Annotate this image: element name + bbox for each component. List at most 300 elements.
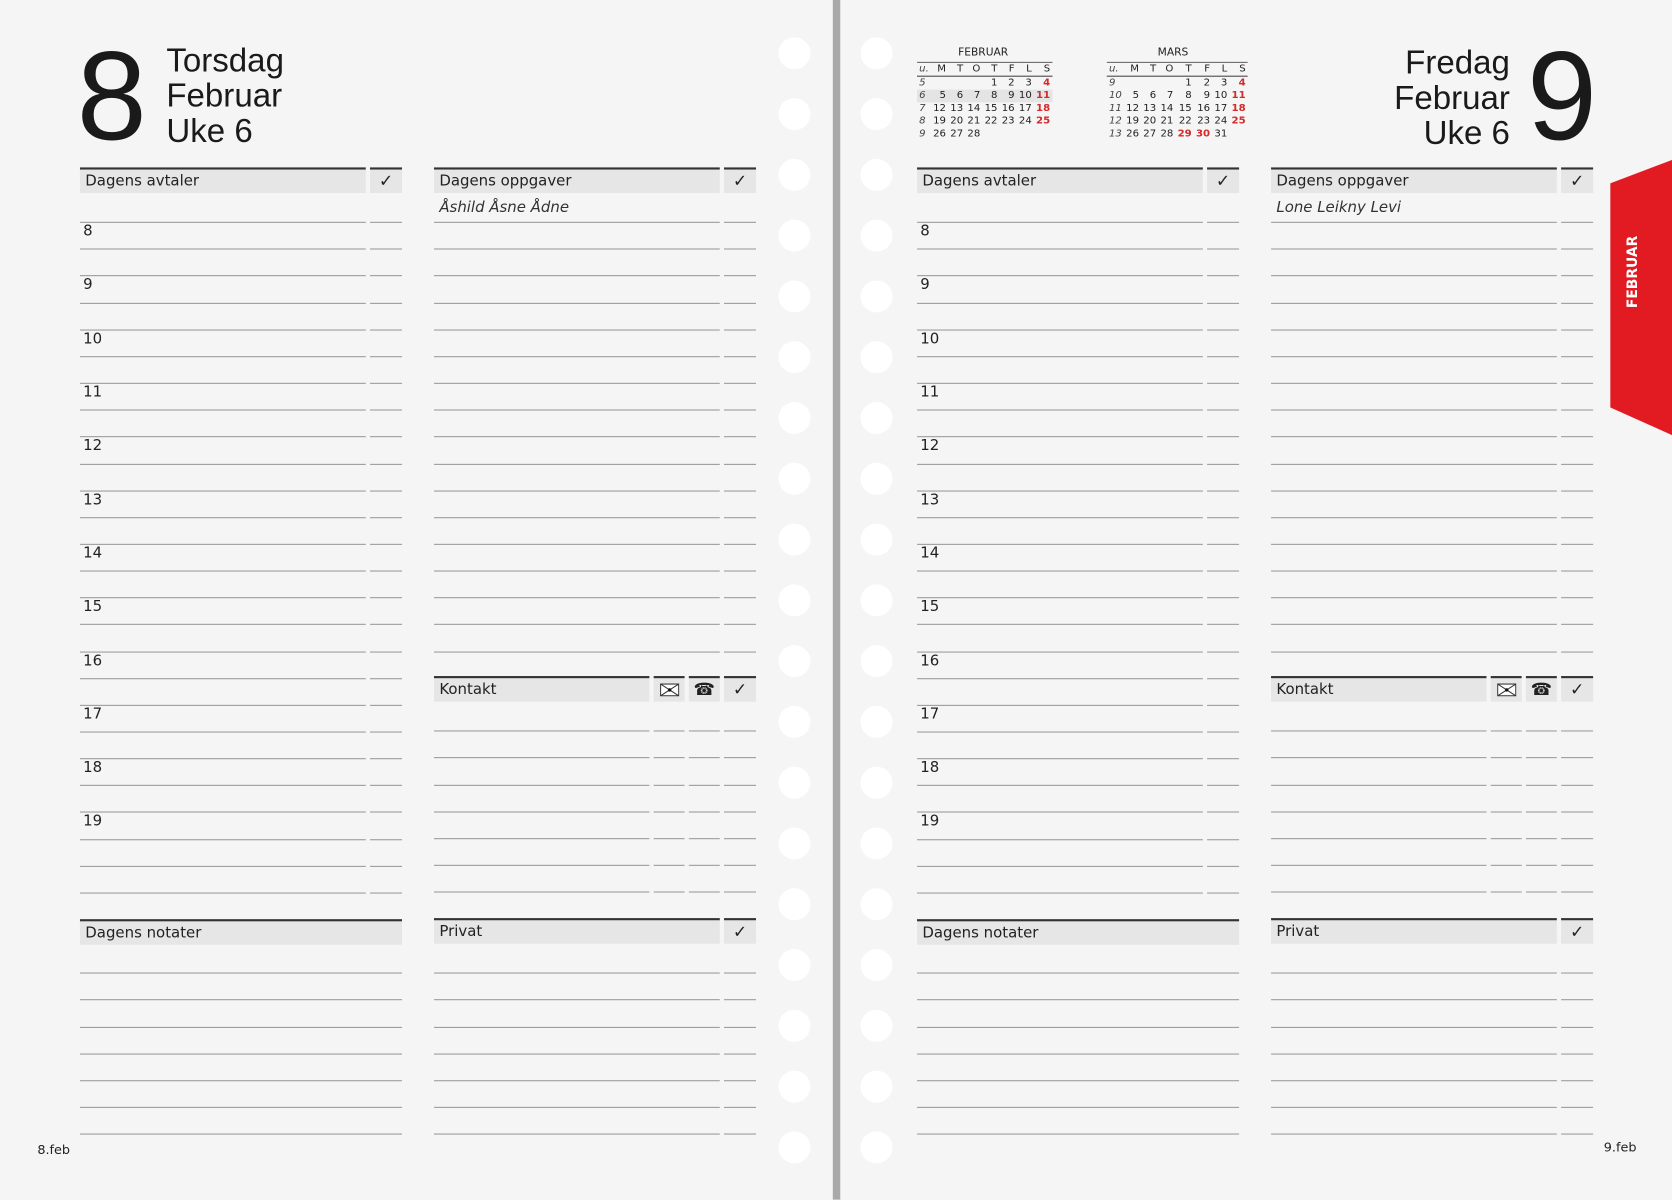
check-column-header[interactable]: ✓ (1561, 676, 1593, 702)
check-column-header[interactable]: ✓ (724, 676, 756, 702)
weekday-header: S (1229, 62, 1247, 76)
calendar-day: 10 (1017, 90, 1034, 103)
check-line (1207, 222, 1239, 223)
binder-hole (778, 645, 810, 677)
check-line (724, 838, 756, 839)
hour-label: 18 (920, 759, 940, 777)
calendar-day: 7 (965, 90, 982, 103)
hour-label: 9 (920, 276, 930, 294)
rule-line (80, 812, 366, 813)
mini-calendar-title: MARS (1157, 46, 1189, 59)
rule-line (80, 1026, 402, 1027)
rule-line (434, 865, 649, 866)
check-line (1207, 383, 1239, 384)
check-line (724, 1026, 756, 1027)
check-line (370, 892, 402, 893)
calendar-day: 19 (933, 115, 946, 127)
binder-hole (778, 827, 810, 859)
contact-header: Kontakt (1271, 676, 1486, 702)
check-line (724, 383, 756, 384)
rule-line (917, 839, 1203, 840)
binder-hole (861, 1131, 893, 1163)
rule-line (917, 999, 1239, 1000)
rule-line (917, 463, 1203, 464)
rule-line (917, 490, 1203, 491)
rule-line (434, 329, 720, 330)
check-line (1207, 490, 1239, 491)
tasks-header: Dagens oppgaver (434, 167, 720, 193)
check-column-header[interactable]: ✓ (1561, 918, 1593, 944)
binder-hole (861, 1071, 893, 1103)
rule-line (80, 624, 366, 625)
check-line (724, 865, 756, 866)
calendar-day (965, 76, 982, 89)
rule-line (434, 811, 649, 812)
rule-line (1526, 838, 1557, 839)
rule-line (80, 1080, 402, 1081)
check-line (1561, 356, 1593, 357)
weekday-header: T (1141, 62, 1158, 76)
rule-line (917, 437, 1203, 438)
rule-line (434, 784, 649, 785)
rule-line (1271, 731, 1486, 732)
rule-line (434, 571, 720, 572)
weekday-header: T (1175, 62, 1193, 76)
rule-line (1271, 490, 1557, 491)
calendar-day: 3 (1025, 76, 1032, 89)
rule-line (80, 1107, 402, 1108)
calendar-day: 27 (1143, 127, 1157, 140)
rule-line (917, 1026, 1239, 1027)
calendar-day: 19 (1126, 115, 1140, 127)
calendar-day: 9 (1000, 90, 1017, 103)
binder-hole (778, 37, 810, 69)
check-line (724, 1080, 756, 1081)
check-line (724, 463, 756, 464)
notes-header: Dagens notater (80, 919, 402, 945)
hour-label: 8 (83, 223, 93, 241)
weekday-header: F (1194, 62, 1212, 76)
check-column-header[interactable]: ✓ (370, 167, 402, 193)
weekday-header: F (1000, 62, 1017, 76)
rule-line (434, 731, 649, 732)
week-number: 11 (1108, 102, 1122, 115)
rule-line (1271, 865, 1486, 866)
rule-line (1271, 571, 1557, 572)
binder-hole (861, 584, 893, 616)
hour-label: 15 (920, 598, 940, 616)
rule-line (1271, 757, 1486, 758)
name-days: Lone Leikny Levi (1276, 199, 1402, 217)
check-line (370, 651, 402, 652)
binder-hole (778, 220, 810, 252)
rule-line (689, 784, 720, 785)
rule-line (434, 1134, 720, 1135)
calendar-day: 10 (1214, 89, 1228, 102)
weekday-header: M (931, 62, 948, 76)
rule-line (1271, 329, 1557, 330)
rule-line (80, 1053, 402, 1054)
binder-hole (861, 98, 893, 130)
check-line (724, 597, 756, 598)
rule-line (434, 597, 720, 598)
rule-line (654, 731, 685, 732)
rule-line (654, 757, 685, 758)
check-line (724, 249, 756, 250)
check-line (1561, 329, 1593, 330)
check-line (1561, 249, 1593, 250)
private-header: Privat (1271, 918, 1557, 944)
binder-hole (778, 706, 810, 738)
check-line (1207, 410, 1239, 411)
rule-line (434, 891, 649, 892)
rule-line (917, 812, 1203, 813)
check-line (1207, 302, 1239, 303)
check-line (1561, 784, 1593, 785)
rule-line (80, 839, 366, 840)
calendar-day: 8 (1185, 89, 1192, 102)
rule-line (80, 356, 366, 357)
check-line (1561, 999, 1593, 1000)
binder-hole (861, 280, 893, 312)
page-footer-date: 8.feb (37, 1142, 71, 1157)
rule-line (1526, 757, 1557, 758)
rule-line (434, 490, 720, 491)
rule-line (917, 758, 1203, 759)
check-line (724, 356, 756, 357)
hour-label: 16 (83, 652, 103, 670)
calendar-day: 20 (950, 115, 964, 127)
binder-hole (861, 1010, 893, 1042)
hour-label: 11 (83, 383, 103, 401)
rule-line (80, 463, 366, 464)
check-line (724, 891, 756, 892)
check-line (1207, 892, 1239, 893)
calendar-day: 1 (991, 76, 998, 89)
rule-line (1526, 784, 1557, 785)
telephone-icon: ☎ (689, 676, 720, 702)
check-line (724, 437, 756, 438)
binder-hole (778, 280, 810, 312)
check-line (1207, 249, 1239, 250)
check-line (1207, 866, 1239, 867)
binding-spine (833, 0, 840, 1200)
rule-line (1271, 784, 1486, 785)
calendar-day: 13 (950, 102, 964, 115)
check-line (370, 329, 402, 330)
calendar-day: 18 (1036, 102, 1051, 115)
rule-line (917, 678, 1203, 679)
appointments-header: Dagens avtaler (917, 167, 1203, 193)
binder-hole (861, 159, 893, 191)
rule-line (654, 811, 685, 812)
calendar-day: 12 (933, 102, 946, 115)
calendar-day: 26 (1126, 127, 1140, 140)
check-line (724, 999, 756, 1000)
check-line (370, 812, 402, 813)
check-line (1561, 1053, 1593, 1054)
rule-line (1491, 891, 1522, 892)
rule-line (917, 383, 1203, 384)
rule-line (917, 624, 1203, 625)
rule-line (434, 463, 720, 464)
rule-line (917, 785, 1203, 786)
check-line (1207, 276, 1239, 277)
mini-calendar-februar (917, 62, 1052, 141)
mini-calendar-title: FEBRUAR (958, 46, 1009, 59)
check-line (724, 222, 756, 223)
check-line (724, 329, 756, 330)
binder-hole (861, 402, 893, 434)
hour-label: 10 (920, 330, 940, 348)
rule-line (80, 410, 366, 411)
rule-line (434, 437, 720, 438)
check-line (370, 517, 402, 518)
check-line (1561, 624, 1593, 625)
rule-line (80, 732, 366, 733)
rule-line (917, 973, 1239, 974)
rule-line (1271, 624, 1557, 625)
rule-line (1491, 757, 1522, 758)
calendar-day: 8 (982, 90, 999, 103)
check-line (370, 624, 402, 625)
hour-label: 13 (920, 491, 940, 509)
hour-label: 10 (83, 330, 103, 348)
rule-line (434, 276, 720, 277)
rule-line (1271, 651, 1557, 652)
rule-line (80, 999, 402, 1000)
rule-line (917, 1053, 1239, 1054)
calendar-day: 4 (1238, 76, 1246, 89)
check-line (1207, 839, 1239, 840)
rule-line (1271, 517, 1557, 518)
check-line (724, 1107, 756, 1108)
binder-hole (861, 37, 893, 69)
hour-label: 17 (83, 705, 103, 723)
calendar-day (1000, 128, 1017, 141)
rule-line (434, 410, 720, 411)
check-column-header[interactable]: ✓ (724, 167, 756, 193)
rule-line (434, 544, 720, 545)
rule-line (917, 892, 1203, 893)
rule-line (80, 1134, 402, 1135)
check-column-header[interactable]: ✓ (1207, 167, 1239, 193)
check-line (370, 383, 402, 384)
rule-line (654, 891, 685, 892)
calendar-day: 24 (1214, 115, 1228, 127)
check-line (370, 678, 402, 679)
rule-line (80, 544, 366, 545)
rule-line (654, 865, 685, 866)
rule-line (80, 276, 366, 277)
check-line (1561, 410, 1593, 411)
rule-line (434, 517, 720, 518)
rule-line (654, 838, 685, 839)
check-line (1561, 1134, 1593, 1135)
binder-hole (778, 584, 810, 616)
binder-hole (861, 524, 893, 556)
calendar-day: 13 (1143, 102, 1157, 115)
calendar-day: 25 (1231, 115, 1246, 127)
calendar-day: 23 (1001, 115, 1015, 127)
weekday-header: T (982, 62, 999, 76)
rule-line (80, 249, 366, 250)
binder-hole (778, 341, 810, 373)
check-line (724, 624, 756, 625)
check-line (1207, 732, 1239, 733)
weekday-header: L (1212, 62, 1229, 76)
month-name: Februar (1394, 78, 1510, 117)
calendar-day: 16 (1001, 102, 1015, 115)
rule-line (1271, 276, 1557, 277)
check-line (1207, 571, 1239, 572)
rule-line (917, 597, 1203, 598)
calendar-day: 15 (1178, 102, 1192, 115)
rule-line (434, 838, 649, 839)
rule-line (434, 249, 720, 250)
check-line (370, 571, 402, 572)
week-number: Uke 6 (1423, 114, 1510, 152)
rule-line (917, 1134, 1239, 1135)
rule-line (434, 1107, 720, 1108)
weekday-header: u. (917, 62, 931, 76)
check-column-header[interactable]: ✓ (1561, 167, 1593, 193)
name-days: Åshild Åsne Ådne (439, 199, 570, 217)
binder-hole (778, 767, 810, 799)
binder-hole (861, 827, 893, 859)
week-number: Uke 6 (166, 111, 253, 150)
check-line (724, 1053, 756, 1054)
rule-line (80, 651, 366, 652)
check-line (1207, 678, 1239, 679)
check-line (1561, 302, 1593, 303)
check-line (370, 544, 402, 545)
rule-line (917, 410, 1203, 411)
calendar-day: 5 (931, 90, 948, 103)
check-line (370, 785, 402, 786)
calendar-day: 17 (1214, 102, 1228, 115)
calendar-day: 6 (948, 90, 965, 103)
rule-line (1271, 356, 1557, 357)
week-number: 6 (917, 90, 931, 103)
hour-label: 16 (920, 652, 940, 670)
rule-line (917, 356, 1203, 357)
calendar-day: 31 (1214, 127, 1228, 140)
rule-line (434, 1026, 720, 1027)
check-line (1207, 597, 1239, 598)
binder-hole (861, 341, 893, 373)
hour-label: 12 (920, 437, 940, 455)
check-line (724, 302, 756, 303)
rule-line (917, 571, 1203, 572)
check-line (1561, 597, 1593, 598)
month-name: Februar (166, 76, 283, 115)
rule-line (1271, 1026, 1557, 1027)
check-line (1207, 785, 1239, 786)
rule-line (917, 705, 1203, 706)
rule-line (917, 329, 1203, 330)
calendar-day: 9 (1203, 89, 1211, 102)
rule-line (1271, 437, 1557, 438)
weekday-header: O (1158, 62, 1175, 76)
rule-line (1526, 811, 1557, 812)
check-line (1561, 1026, 1593, 1027)
rule-line (654, 784, 685, 785)
check-line (370, 758, 402, 759)
calendar-day: 18 (1231, 102, 1246, 115)
rule-line (1271, 838, 1486, 839)
weekday-header: O (965, 62, 982, 76)
check-line (370, 356, 402, 357)
binder-hole (861, 645, 893, 677)
binder-hole (861, 949, 893, 981)
rule-line (917, 651, 1203, 652)
rule-line (1526, 731, 1557, 732)
check-line (724, 784, 756, 785)
calendar-day: 21 (967, 115, 981, 127)
calendar-day: 6 (1149, 89, 1157, 102)
check-column-header[interactable]: ✓ (724, 918, 756, 944)
check-line (1207, 624, 1239, 625)
rule-line (1271, 891, 1486, 892)
calendar-day: 27 (950, 127, 964, 140)
rule-line (1491, 811, 1522, 812)
rule-line (917, 222, 1203, 223)
check-line (724, 651, 756, 652)
calendar-day: 2 (1008, 76, 1015, 89)
telephone-icon: ☎ (1526, 676, 1557, 702)
check-line (724, 571, 756, 572)
binder-hole (778, 98, 810, 130)
rule-line (1271, 222, 1557, 223)
rule-line (434, 757, 649, 758)
binder-hole (861, 767, 893, 799)
check-line (1561, 571, 1593, 572)
check-line (1207, 437, 1239, 438)
check-line (724, 757, 756, 758)
check-line (370, 705, 402, 706)
rule-line (689, 757, 720, 758)
check-line (370, 490, 402, 491)
week-number: 12 (1108, 115, 1122, 127)
check-line (370, 276, 402, 277)
rule-line (689, 731, 720, 732)
rule-line (80, 437, 366, 438)
tasks-header: Dagens oppgaver (1271, 167, 1557, 193)
rule-line (1526, 891, 1557, 892)
week-number: 9 (1108, 76, 1116, 89)
rule-line (1271, 811, 1486, 812)
rule-line (434, 973, 720, 974)
private-header: Privat (434, 918, 720, 944)
hour-label: 17 (920, 705, 940, 723)
check-line (724, 276, 756, 277)
check-line (1561, 838, 1593, 839)
check-line (370, 222, 402, 223)
calendar-day (1158, 76, 1175, 89)
weekday: Torsdag (166, 41, 284, 79)
check-line (1561, 891, 1593, 892)
rule-line (80, 597, 366, 598)
rule-line (1271, 383, 1557, 384)
rule-line (80, 678, 366, 679)
check-line (1207, 329, 1239, 330)
envelope-icon (1491, 676, 1522, 702)
page-footer-date: 9.feb (1603, 1139, 1637, 1155)
check-line (370, 463, 402, 464)
hour-label: 19 (920, 812, 940, 831)
rule-line (434, 999, 720, 1000)
